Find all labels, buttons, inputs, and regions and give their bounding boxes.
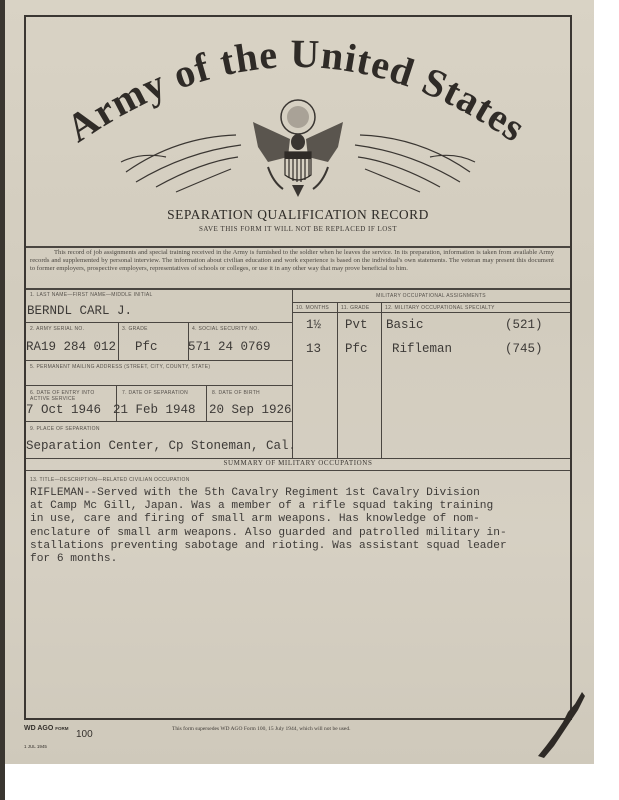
months-column-header: 10. MONTHS bbox=[296, 305, 330, 311]
place-label: 9. PLACE OF SEPARATION bbox=[30, 426, 100, 432]
divider bbox=[292, 302, 570, 303]
divider bbox=[26, 470, 570, 471]
summary-heading: SUMMARY OF MILITARY OCCUPATIONS bbox=[223, 459, 373, 467]
torn-corner-mark bbox=[530, 690, 590, 760]
specialty-value: Rifleman bbox=[392, 342, 453, 356]
intro-paragraph: This record of job assignments and special training received in the Army is furnished to the soldier when he leaves the service. In its preparation, information is taken from available Army records and supplemented by personal interview. The information about civilian education and work experience is based on the individual's own statements. The veteran may present this document to former employers, prospective employers, representatives of schools or colleges, or use it in any other way that may prove beneficial to him. bbox=[30, 249, 554, 273]
divider bbox=[206, 385, 207, 421]
eagle-seal-icon bbox=[253, 100, 343, 197]
divider bbox=[381, 302, 382, 458]
months-value: 1½ bbox=[306, 318, 322, 332]
months-value: 13 bbox=[306, 342, 322, 356]
ssn-label: 4. SOCIAL SECURITY NO. bbox=[192, 326, 260, 332]
serial-label: 2. ARMY SERIAL NO. bbox=[30, 326, 85, 332]
divider bbox=[26, 322, 292, 323]
specialty-code: (521) bbox=[505, 318, 543, 332]
name-label: 1. LAST NAME—FIRST NAME—MIDDLE INITIAL bbox=[30, 292, 153, 298]
form-number-block bbox=[24, 725, 93, 750]
divider bbox=[337, 302, 338, 458]
assignments-heading: MILITARY OCCUPATIONAL ASSIGNMENTS bbox=[376, 293, 486, 299]
divider bbox=[292, 312, 570, 313]
grade-value: Pvt bbox=[345, 318, 368, 332]
divider bbox=[26, 246, 570, 248]
specialty-value: Basic bbox=[386, 318, 424, 332]
divider bbox=[26, 288, 570, 290]
birth-date-value: 20 Sep 1926 bbox=[209, 403, 292, 417]
separation-date-value: 21 Feb 1948 bbox=[113, 403, 196, 417]
scan-edge-shadow bbox=[0, 0, 5, 800]
flourish-left-icon bbox=[121, 135, 241, 192]
narrative-line: enclature of small arm weapons. Also guarded and patrolled military in- bbox=[30, 526, 507, 539]
grade-value: Pfc bbox=[345, 342, 368, 356]
serial-value: RA19 284 012 bbox=[26, 340, 117, 354]
address-label: 5. PERMANENT MAILING ADDRESS (STREET, CITY, COUNTY, STATE) bbox=[30, 364, 211, 370]
divider bbox=[26, 385, 292, 386]
entry-date-label: 6. DATE OF ENTRY INTO ACTIVE SERVICE bbox=[30, 390, 95, 402]
birth-date-label: 8. DATE OF BIRTH bbox=[212, 390, 260, 396]
grade-value: Pfc bbox=[135, 340, 158, 354]
entry-date-value: 7 Oct 1946 bbox=[26, 403, 102, 417]
ssn-value: 571 24 0769 bbox=[188, 340, 271, 354]
form-title: SEPARATION QUALIFICATION RECORD bbox=[167, 207, 429, 222]
narrative-line: RIFLEMAN--Served with the 5th Cavalry Regiment 1st Cavalry Division bbox=[30, 487, 480, 499]
narrative-line: for 6 months. bbox=[30, 553, 118, 566]
divider bbox=[118, 322, 119, 360]
grade-label: 3. GRADE bbox=[122, 326, 148, 332]
separation-date-label: 7. DATE OF SEPARATION bbox=[122, 390, 189, 396]
form-word: FORM bbox=[55, 726, 69, 731]
divider bbox=[292, 290, 293, 458]
form-prefix: WD AGO bbox=[24, 725, 54, 732]
divider bbox=[26, 360, 292, 361]
name-value: BERNDL CARL J. bbox=[27, 304, 133, 318]
divider bbox=[26, 421, 292, 422]
summary-label: 13. TITLE—DESCRIPTION—RELATED CIVILIAN OCCUPATION bbox=[30, 477, 190, 483]
narrative-line: stallations preventing sabotage and rioting. Was assistant squad leader bbox=[30, 539, 507, 552]
specialty-column-header: 12. MILITARY OCCUPATIONAL SPECIALTY bbox=[385, 305, 495, 311]
narrative-line: in use, care and firing of small arm weapons. Has knowledge of nom- bbox=[30, 513, 480, 526]
form-header bbox=[26, 17, 570, 247]
arched-title-graphic bbox=[26, 17, 570, 207]
narrative-line: at Camp Mc Gill, Japan. Was a member of a rifle squad taking training bbox=[30, 500, 494, 513]
flourish-right-icon bbox=[355, 135, 475, 192]
specialty-code: (745) bbox=[505, 342, 543, 356]
form-number: 100 bbox=[76, 729, 93, 740]
svg-text:Army of the United States: Army of the United States bbox=[58, 30, 535, 151]
form-date: 1 JUL 1945 bbox=[24, 744, 47, 749]
supersedes-note: This form supersedes WD AGO Form 100, 15 July 1944, which will not be used. bbox=[172, 726, 351, 732]
grade-column-header: 11. GRADE bbox=[341, 305, 370, 311]
place-value: Separation Center, Cp Stoneman, Cal. bbox=[26, 439, 297, 453]
summary-narrative bbox=[30, 487, 570, 566]
form-subtitle: SAVE THIS FORM IT WILL NOT BE REPLACED IF LOST bbox=[198, 225, 398, 233]
